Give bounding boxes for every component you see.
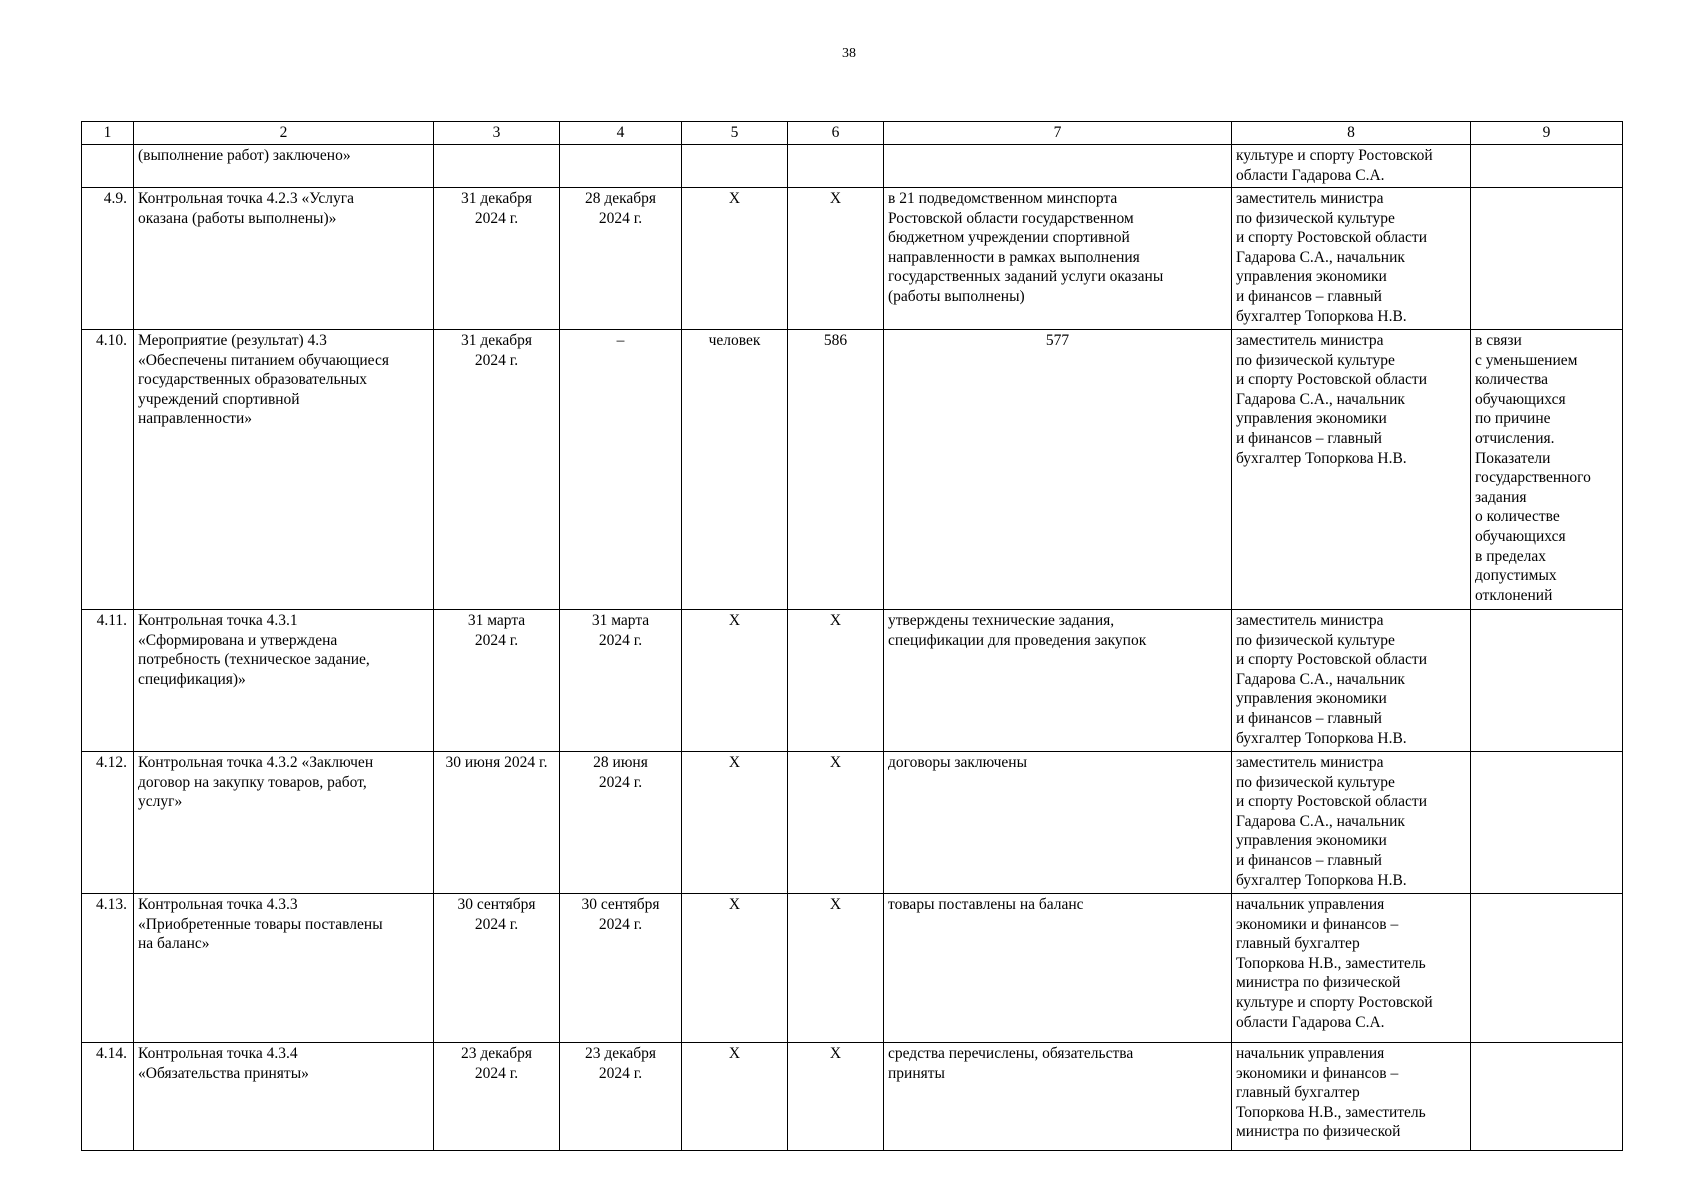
row-result	[884, 145, 1232, 188]
row-number: 4.12.	[82, 752, 134, 894]
table-row	[82, 330, 1623, 610]
header-row	[82, 122, 1623, 145]
row-note	[1471, 894, 1623, 1043]
report-table	[81, 121, 1623, 1151]
header-cell-1: 1	[82, 122, 134, 145]
row-plan-date	[434, 145, 560, 188]
row-name: Контрольная точка 4.3.1 «Сформирована и утверждена потребность (техническое задание, спецификация)»	[134, 610, 434, 752]
row-result: 577	[884, 330, 1232, 610]
row-plan-value: Х	[788, 610, 884, 752]
row-number: 4.10.	[82, 330, 134, 610]
row-name: Контрольная точка 4.3.4 «Обязательства приняты»	[134, 1043, 434, 1151]
row-note	[1471, 752, 1623, 894]
row-number: 4.9.	[82, 188, 134, 330]
row-plan-date: 31 марта 2024 г.	[434, 610, 560, 752]
row-name: Контрольная точка 4.3.2 «Заключен договор на закупку товаров, работ, услуг»	[134, 752, 434, 894]
header-cell-2: 2	[134, 122, 434, 145]
row-name: (выполнение работ) заключено»	[134, 145, 434, 188]
table-row	[82, 610, 1623, 752]
table-row	[82, 752, 1623, 894]
row-fact-date: 28 июня 2024 г.	[560, 752, 682, 894]
row-name: Контрольная точка 4.3.3 «Приобретенные товары поставлены на баланс»	[134, 894, 434, 1043]
row-plan-value: Х	[788, 1043, 884, 1151]
page-number: 38	[842, 46, 856, 61]
row-responsible: заместитель министра по физической культуре и спорту Ростовской области Гадарова С.А., начальник управления экономики и финансов – главный бухгалтер Топоркова Н.В.	[1232, 188, 1471, 330]
header-cell-7: 7	[884, 122, 1232, 145]
table-row	[82, 145, 1623, 188]
row-plan-date: 23 декабря 2024 г.	[434, 1043, 560, 1151]
row-fact-date: 30 сентября 2024 г.	[560, 894, 682, 1043]
row-unit: человек	[682, 330, 788, 610]
row-note	[1471, 1043, 1623, 1151]
row-unit: Х	[682, 752, 788, 894]
row-plan-date: 31 декабря 2024 г.	[434, 330, 560, 610]
header-cell-6: 6	[788, 122, 884, 145]
header-cell-4: 4	[560, 122, 682, 145]
table-row	[82, 188, 1623, 330]
row-plan-value: Х	[788, 894, 884, 1043]
row-result: в 21 подведомственном минспорта Ростовской области государственном бюджетном учреждении спортивной направленности в рамках выполнения государственных заданий услуги оказаны (работы выполнены)	[884, 188, 1232, 330]
row-plan-date: 30 июня 2024 г.	[434, 752, 560, 894]
row-number	[82, 145, 134, 188]
row-fact-date	[560, 145, 682, 188]
row-plan-value: Х	[788, 752, 884, 894]
row-plan-date: 30 сентября 2024 г.	[434, 894, 560, 1043]
row-note: в связи с уменьшением количества обучающихся по причине отчисления. Показатели государственного задания о количестве обучающихся в пределах допустимых отклонений	[1471, 330, 1623, 610]
row-note	[1471, 610, 1623, 752]
row-plan-value	[788, 145, 884, 188]
table-row	[82, 894, 1623, 1043]
row-unit: Х	[682, 1043, 788, 1151]
row-note	[1471, 145, 1623, 188]
row-result: средства перечислены, обязательства приняты	[884, 1043, 1232, 1151]
row-number: 4.14.	[82, 1043, 134, 1151]
header-cell-8: 8	[1232, 122, 1471, 145]
row-unit	[682, 145, 788, 188]
row-responsible: начальник управления экономики и финансов – главный бухгалтер Топоркова Н.В., заместитель министра по физической	[1232, 1043, 1471, 1151]
row-fact-date: –	[560, 330, 682, 610]
row-number: 4.13.	[82, 894, 134, 1043]
row-unit: Х	[682, 188, 788, 330]
row-plan-value: Х	[788, 188, 884, 330]
header-cell-5: 5	[682, 122, 788, 145]
row-responsible: заместитель министра по физической культуре и спорту Ростовской области Гадарова С.А., начальник управления экономики и финансов – главный бухгалтер Топоркова Н.В.	[1232, 330, 1471, 610]
header-cell-3: 3	[434, 122, 560, 145]
row-responsible: культуре и спорту Ростовской области Гадарова С.А.	[1232, 145, 1471, 188]
row-name: Контрольная точка 4.2.3 «Услуга оказана (работы выполнены)»	[134, 188, 434, 330]
table-row	[82, 1043, 1623, 1151]
row-fact-date: 28 декабря 2024 г.	[560, 188, 682, 330]
row-responsible: начальник управления экономики и финансов – главный бухгалтер Топоркова Н.В., заместитель министра по физической культуре и спорту Ростовской области Гадарова С.А.	[1232, 894, 1471, 1043]
row-number: 4.11.	[82, 610, 134, 752]
row-plan-value: 586	[788, 330, 884, 610]
row-responsible: заместитель министра по физической культуре и спорту Ростовской области Гадарова С.А., начальник управления экономики и финансов – главный бухгалтер Топоркова Н.В.	[1232, 610, 1471, 752]
row-responsible: заместитель министра по физической культуре и спорту Ростовской области Гадарова С.А., начальник управления экономики и финансов – главный бухгалтер Топоркова Н.В.	[1232, 752, 1471, 894]
row-result: договоры заключены	[884, 752, 1232, 894]
row-note	[1471, 188, 1623, 330]
row-fact-date: 31 марта 2024 г.	[560, 610, 682, 752]
row-unit: Х	[682, 894, 788, 1043]
row-result: утверждены технические задания, спецификации для проведения закупок	[884, 610, 1232, 752]
row-fact-date: 23 декабря 2024 г.	[560, 1043, 682, 1151]
row-plan-date: 31 декабря 2024 г.	[434, 188, 560, 330]
header-cell-9: 9	[1471, 122, 1623, 145]
row-name: Мероприятие (результат) 4.3 «Обеспечены питанием обучающиеся государственных образовательных учреждений спортивной направленности»	[134, 330, 434, 610]
row-result: товары поставлены на баланс	[884, 894, 1232, 1043]
row-unit: Х	[682, 610, 788, 752]
